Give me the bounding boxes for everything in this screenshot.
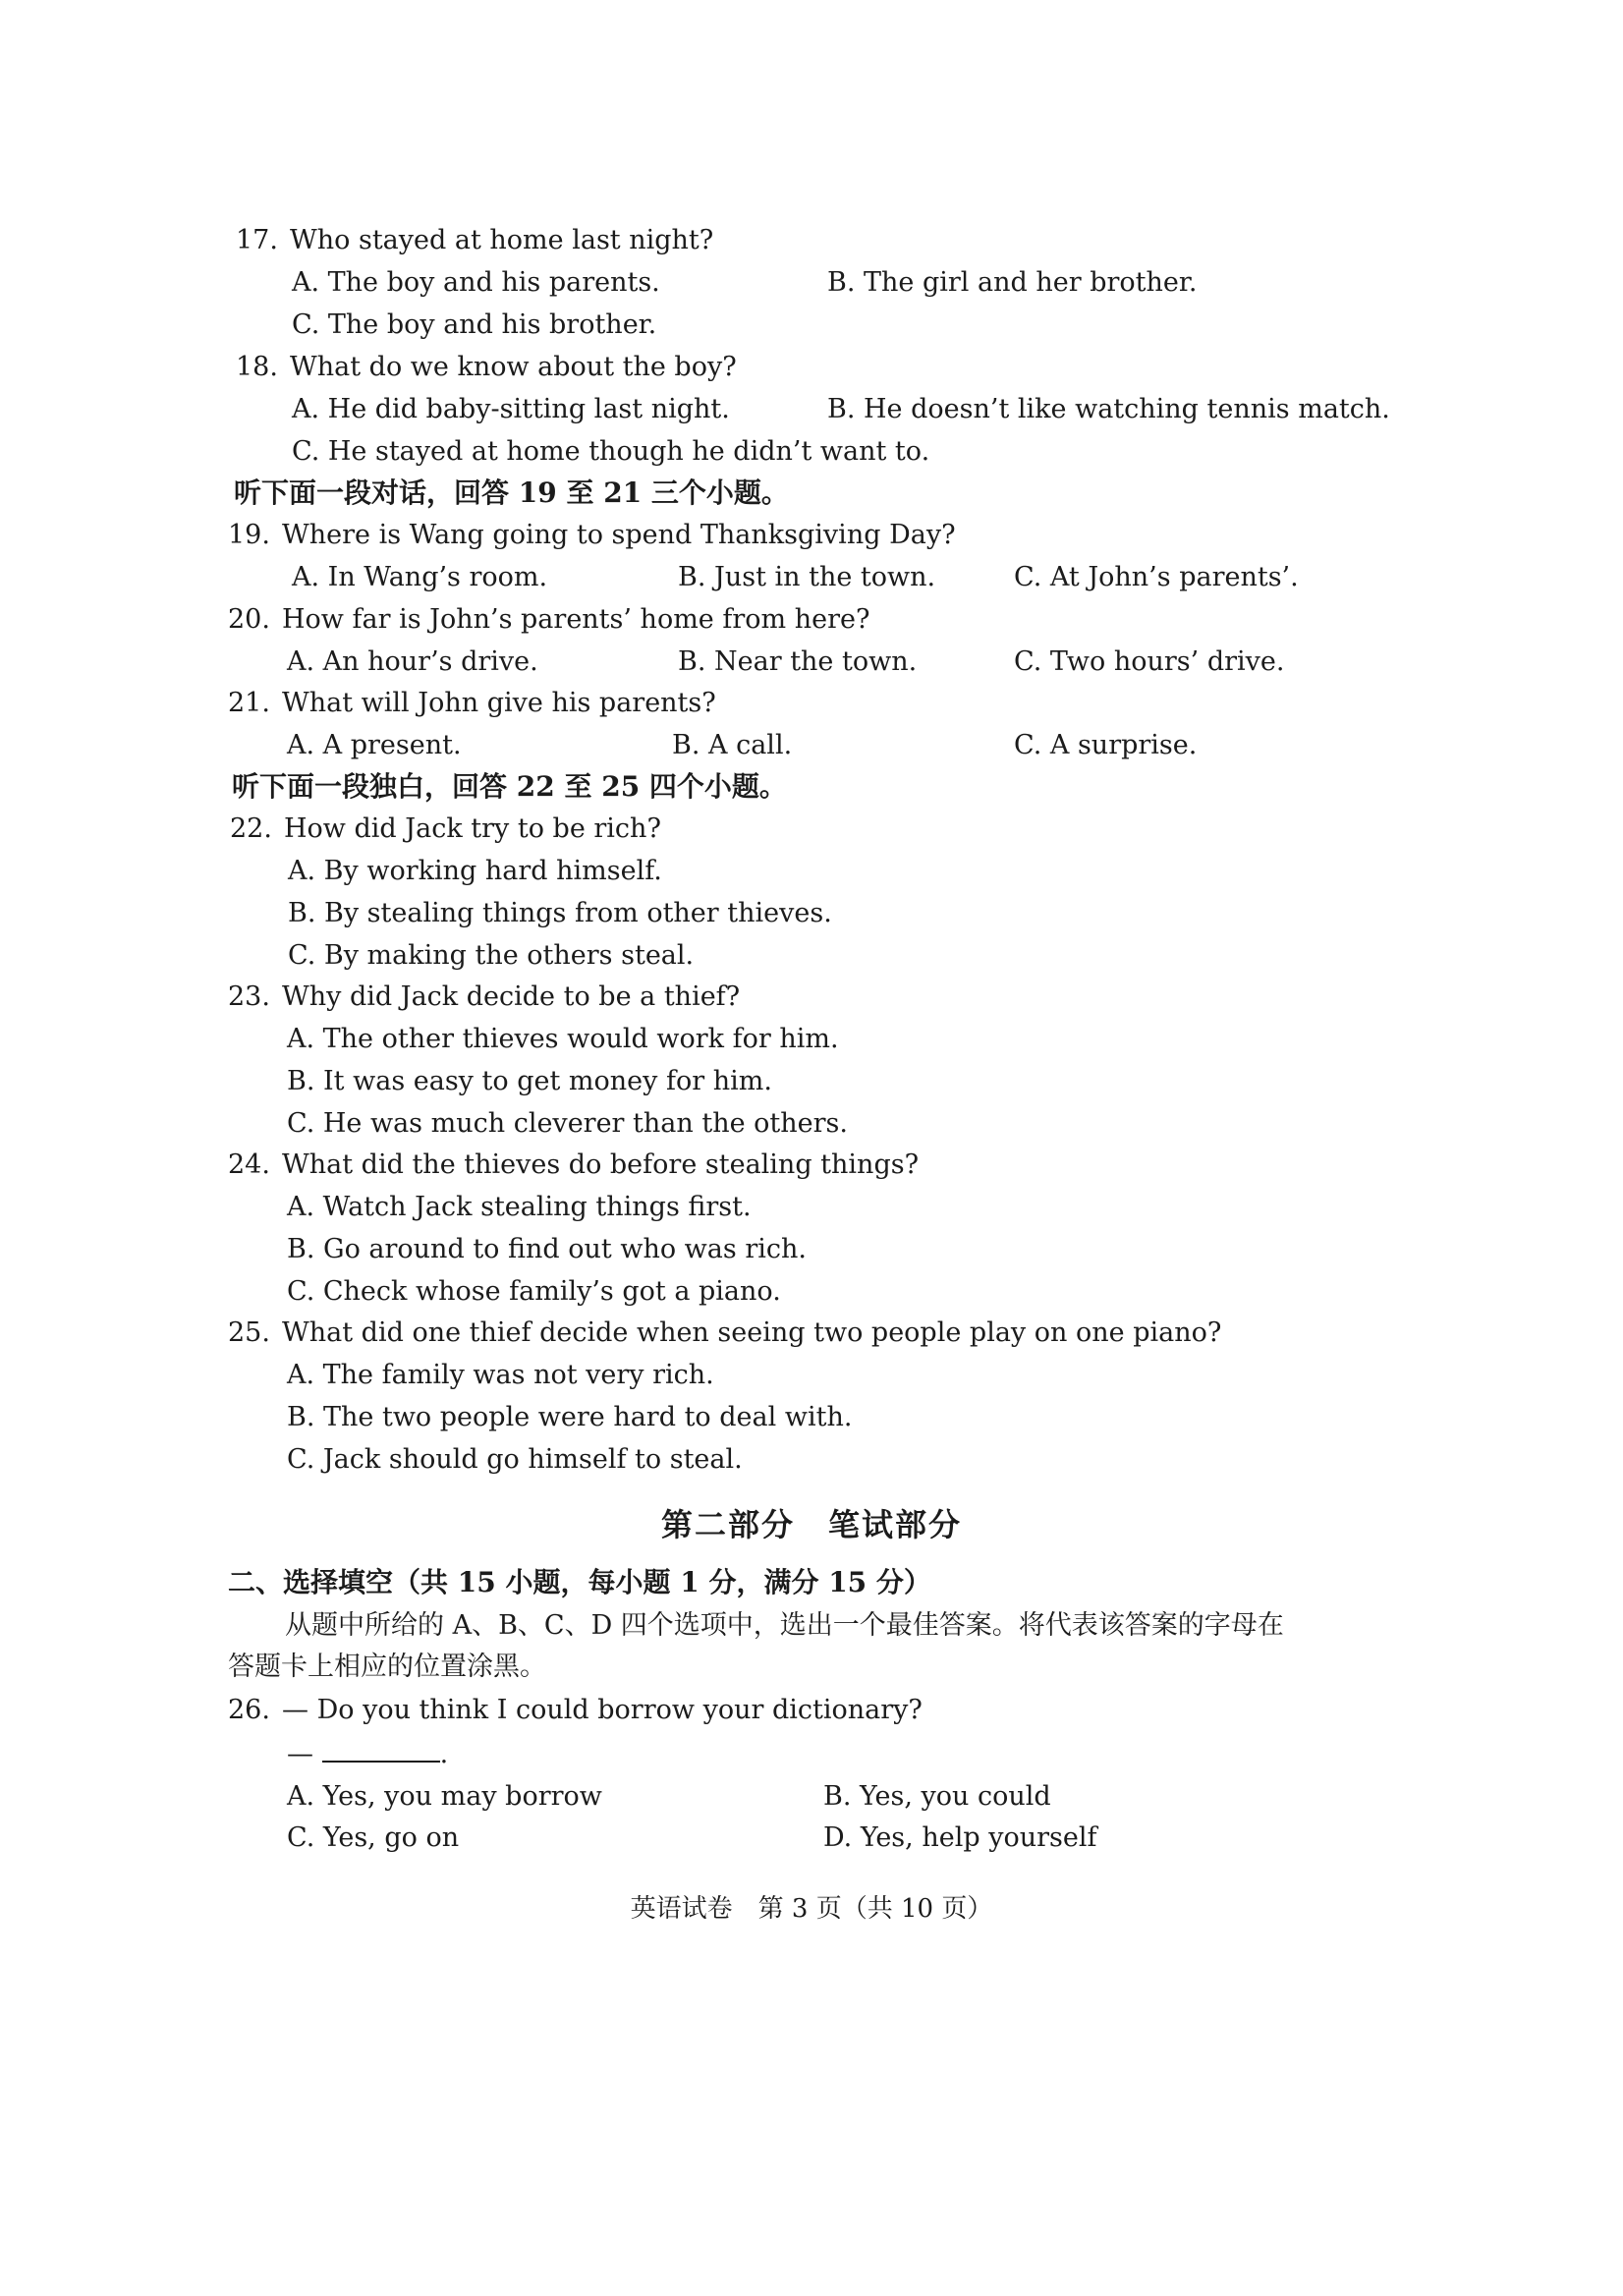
option-21b: B. A call. (672, 730, 793, 760)
option-23c: C. He was much cleverer than the others. (287, 1108, 848, 1139)
option-18b: B. He doesn’t like watching tennis match. (827, 394, 1390, 424)
question-text: How far is John’s parents’ home from here? (282, 604, 870, 635)
question-26 (228, 1694, 923, 1727)
option-26a: A. Yes, you may borrow (287, 1781, 602, 1812)
question-19 (228, 519, 956, 552)
reply-blank-line (287, 1737, 448, 1771)
part-two-title: 第二部分 笔试部分 (660, 1506, 962, 1543)
question-22 (230, 812, 661, 846)
question-number: 18. (236, 352, 278, 382)
question-21 (228, 687, 716, 720)
option-19c: C. At John’s parents’. (1014, 562, 1299, 592)
option-18a: A. He did baby-sitting last night. (292, 394, 730, 424)
instructions-line-2: 答题卡上相应的位置涂黑。 (228, 1652, 546, 1682)
page-footer: 英语试卷 第 3 页（共 10 页） (630, 1894, 993, 1924)
option-22c: C. By making the others steal. (288, 940, 695, 971)
listening-heading-22-25: 听下面一段独白，回答 22 至 25 四个小题。 (232, 770, 787, 803)
option-23a: A. The other thieves would work for him. (287, 1024, 839, 1054)
option-23b: B. It was easy to get money for him. (287, 1066, 772, 1096)
question-text: What did one thief decide when seeing two people play on one piano? (282, 1317, 1222, 1348)
option-21c: C. A surprise. (1014, 730, 1198, 760)
option-24a: A. Watch Jack stealing things first. (287, 1192, 752, 1222)
option-24c: C. Check whose family’s got a piano. (287, 1276, 781, 1307)
question-text: How did Jack try to be rich? (284, 813, 661, 844)
option-25a: A. The family was not very rich. (287, 1360, 714, 1390)
section-heading: 二、选择填空（共 15 小题，每小题 1 分，满分 15 分） (228, 1566, 931, 1598)
option-19b: B. Just in the town. (678, 562, 936, 592)
option-25c: C. Jack should go himself to steal. (287, 1444, 743, 1475)
question-number: 25. (228, 1317, 270, 1348)
question-text: Why did Jack decide to be a thief? (282, 981, 741, 1012)
question-17 (236, 224, 713, 257)
question-25 (228, 1316, 1221, 1350)
option-25b: B. The two people were hard to deal with. (287, 1402, 853, 1432)
option-19a: A. In Wang’s room. (292, 562, 548, 592)
question-number: 19. (228, 520, 270, 550)
reply-period: . (439, 1739, 449, 1769)
question-23 (228, 980, 740, 1014)
question-text: What did the thieves do before stealing things? (282, 1149, 920, 1180)
instructions-line-1: 从题中所给的 A、B、C、D 四个选项中，选出一个最佳答案。将代表该答案的字母在 (285, 1610, 1284, 1641)
question-text: — Do you think I could borrow your dictionary? (282, 1695, 923, 1725)
question-number: 22. (230, 813, 272, 844)
question-18 (236, 351, 737, 384)
question-20 (228, 603, 869, 637)
question-24 (228, 1148, 919, 1182)
option-21a: A. A present. (287, 730, 462, 760)
question-number: 21. (228, 688, 270, 718)
option-20a: A. An hour’s drive. (287, 646, 538, 677)
option-22b: B. By stealing things from other thieves. (288, 898, 832, 928)
listening-heading-19-21: 听下面一段对话，回答 19 至 21 三个小题。 (234, 476, 789, 509)
question-text: What do we know about the boy? (290, 352, 737, 382)
reply-dash: — (287, 1739, 313, 1769)
answer-blank (322, 1737, 440, 1763)
option-26b: B. Yes, you could (823, 1781, 1051, 1812)
question-number: 24. (228, 1149, 270, 1180)
question-text: What will John give his parents? (282, 688, 716, 718)
option-17a: A. The boy and his parents. (292, 267, 660, 298)
option-26d: D. Yes, help yourself (823, 1822, 1097, 1853)
option-22a: A. By working hard himself. (288, 856, 662, 886)
option-24b: B. Go around to find out who was rich. (287, 1234, 807, 1264)
question-text: Where is Wang going to spend Thanksgiving Day? (282, 520, 956, 550)
option-17c: C. The boy and his brother. (292, 309, 657, 340)
question-text: Who stayed at home last night? (290, 225, 714, 255)
option-20c: C. Two hours’ drive. (1014, 646, 1285, 677)
option-26c: C. Yes, go on (287, 1822, 460, 1853)
question-number: 26. (228, 1695, 270, 1725)
question-number: 20. (228, 604, 270, 635)
option-17b: B. The girl and her brother. (827, 267, 1198, 298)
question-number: 17. (236, 225, 278, 255)
question-number: 23. (228, 981, 270, 1012)
option-18c: C. He stayed at home though he didn’t want to. (292, 436, 930, 467)
option-20b: B. Near the town. (678, 646, 918, 677)
